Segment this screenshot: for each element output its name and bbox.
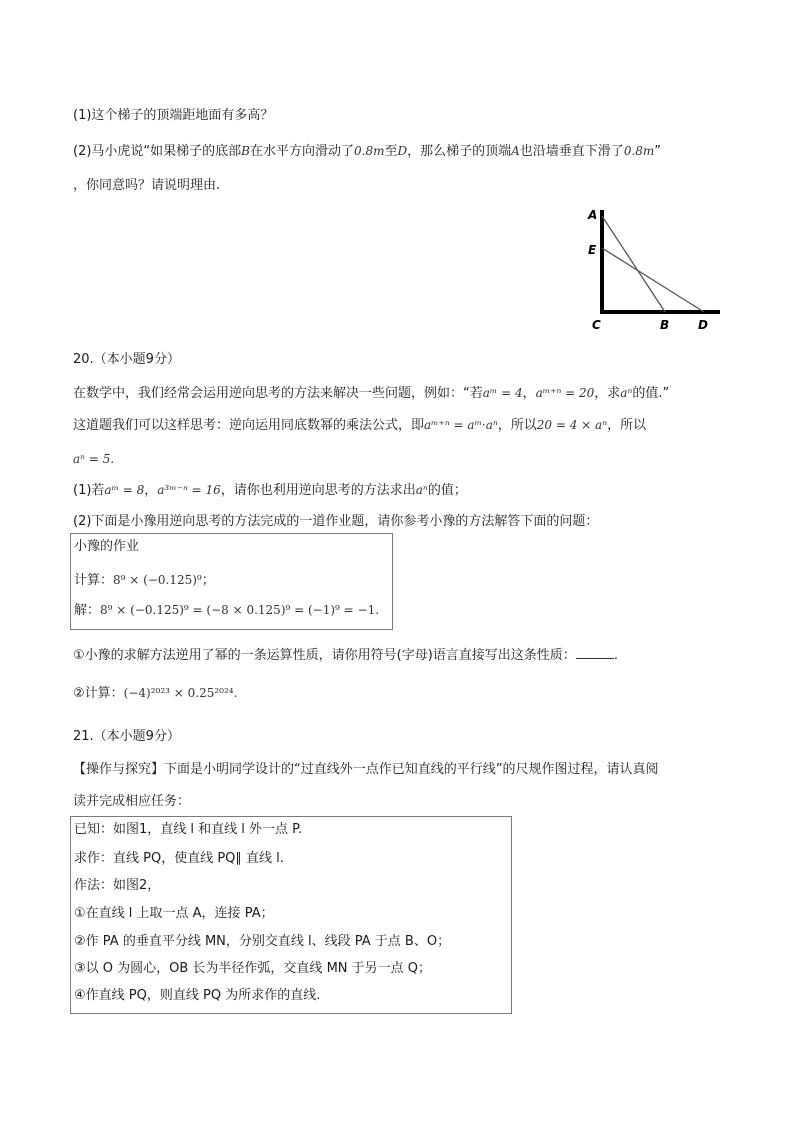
homework-calc: 计算：8⁹ × (−0.125)⁹； <box>74 573 215 588</box>
q19-subquestion-2: (2)马小虎说“如果梯子的底部B在水平方向滑动了0.8m至D，那么梯子的顶端A也沿墙垂直下滑了0.8m” <box>73 144 662 159</box>
q20-item-2: ②计算：(−4)²⁰²³ × 0.25²⁰²⁴. <box>73 686 238 701</box>
label-c: C <box>592 318 601 332</box>
q20-heading: 20.（本小题9分） <box>73 352 180 367</box>
construction-step-4: ④作直线 PQ，则直线 PQ 为所求作的直线. <box>74 988 321 1003</box>
q19-subquestion-2-cont: ，你同意吗？请说明理由. <box>73 178 221 193</box>
label-a: A <box>588 208 598 222</box>
ladder-ab <box>602 216 665 312</box>
construction-step-3: ③以 O 为圆心，OB 长为半径作弧，交直线 MN 于另一点 Q； <box>74 961 432 976</box>
construction-given: 已知：如图1，直线 l 和直线 l 外一点 P. <box>74 822 303 837</box>
ladder-ed <box>602 248 704 312</box>
construction-method: 作法：如图2， <box>74 878 161 893</box>
label-e: E <box>588 243 597 257</box>
q20-subquestion-2: (2)下面是小豫用逆向思考的方法完成的一道作业题，请你参考小豫的方法解答下面的问题： <box>73 514 599 529</box>
construction-step-2: ②作 PA 的垂直平分线 MN，分别交直线 l、线段 PA 于点 B、O； <box>74 934 451 949</box>
homework-solution: 解：8⁹ × (−0.125)⁹ = (−8 × 0.125)⁹ = (−1)⁹ = −1. <box>74 603 380 618</box>
construction-goal: 求作：直线 PQ，使直线 PQ∥ 直线 l. <box>74 851 284 866</box>
construction-step-1: ①在直线 l 上取一点 A，连接 PA； <box>74 906 274 921</box>
q21-intro-line-2: 读并完成相应任务： <box>73 794 191 809</box>
homework-title: 小豫的作业 <box>74 539 140 554</box>
q20-subquestion-1: (1)若aᵐ = 8，a³ᵐ⁻ⁿ = 16，请你也利用逆向思考的方法求出aⁿ的值； <box>73 483 467 498</box>
label-d: D <box>698 318 708 332</box>
q20-paragraph-3: aⁿ = 5. <box>73 452 115 466</box>
answer-blank[interactable] <box>576 646 614 659</box>
q20-paragraph-1: 在数学中，我们经常会运用逆向思考的方法来解决一些问题，例如：“若aᵐ = 4，aᵐ⁺ⁿ = 20，求aⁿ的值.” <box>73 386 670 401</box>
construction-box <box>70 816 512 1014</box>
q20-paragraph-2: 这道题我们可以这样思考：逆向运用同底数幂的乘法公式，即aᵐ⁺ⁿ = aᵐ·aⁿ，所以20 = 4 × aⁿ，所以 <box>73 418 647 433</box>
q21-intro-line-1: 【操作与探究】下面是小明同学设计的“过直线外一点作已知直线的平行线”的尺规作图过程，请认真阅 <box>73 762 659 777</box>
q21-heading: 21.（本小题9分） <box>73 729 180 744</box>
q20-item-1: ①小豫的求解方法逆用了幂的一条运算性质，请你用符号(字母)语言直接写出这条性质： . <box>73 648 618 663</box>
ladder-figure <box>580 202 730 334</box>
q19-subquestion-1: (1)这个梯子的顶端距地面有多高？ <box>73 108 274 123</box>
label-b: B <box>660 318 670 332</box>
homework-box <box>70 533 393 630</box>
